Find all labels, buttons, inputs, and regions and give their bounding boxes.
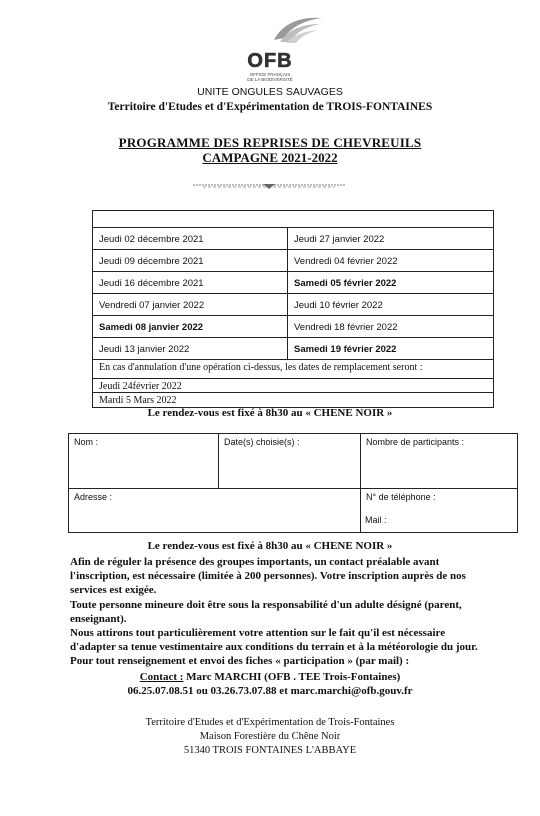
ofb-logo-subtitle [0, 72, 540, 82]
footer-line: Territoire d'Etudes et d'Expérimentation de Trois-Fontaines [145, 717, 395, 728]
logo-subtitle-line: DE LA BIODIVERSITÉ [247, 77, 293, 82]
dates-table [92, 210, 494, 408]
contact-phones: 06.25.07.08.51 ou 03.26.73.07.88 et marc.marchi@ofb.gouv.fr [127, 685, 413, 697]
footer-line: Maison Forestière du Chêne Noir [199, 731, 341, 742]
dates-table-header [93, 211, 493, 228]
page-title: PROGRAMME DES REPRISES DE CHEVREUILS [118, 135, 422, 150]
table-row [93, 316, 493, 338]
territory-name: Territoire d'Etudes et d'Expérimentation de TROIS-FONTAINES [107, 101, 433, 113]
registration-form [68, 433, 518, 533]
table-row [93, 250, 493, 272]
dates-chosen-field[interactable] [219, 434, 361, 489]
participants-count-field[interactable] [361, 434, 517, 489]
phone-field[interactable] [361, 489, 517, 532]
ofb-logo-text: OFB [247, 50, 293, 72]
mail-label: Mail : [365, 515, 387, 525]
page-subtitle: CAMPAGNE 2021-2022 [202, 150, 338, 165]
contact-line [0, 671, 540, 683]
date-cell: Jeudi 13 janvier 2022 [93, 338, 288, 359]
table-row [93, 228, 493, 250]
date-cell: Vendredi 04 février 2022 [294, 256, 398, 267]
address-label: Adresse : [74, 492, 113, 502]
date-cell: Jeudi 10 février 2022 [294, 300, 383, 311]
info-line: Pour tout renseignement et envoi des fiches « participation » (par mail) : [70, 655, 410, 668]
table-row [93, 272, 493, 294]
info-line: d'adapter sa tenue vestimentaire aux conditions du terrain et à la météorologie du jour. [70, 641, 478, 654]
date-cell: Jeudi 09 décembre 2021 [93, 250, 288, 271]
footer-line: 51340 TROIS FONTAINES L'ABBAYE [183, 745, 357, 756]
rendezvous-notice: Le rendez-vous est fixé à 8h30 au « CHENE NOIR » [147, 407, 393, 419]
info-line: Nous attirons tout particulièrement votre attention sur le fait qu'il est nécessaire [70, 627, 446, 640]
info-line: enseignant). [70, 612, 127, 625]
contact-label: Contact : [139, 671, 184, 683]
cancellation-note: En cas d'annulation d'une opération ci-dessus, les dates de remplacement seront : [93, 360, 493, 379]
replacement-date: Jeudi 24février 2022 [93, 379, 493, 393]
table-row [93, 338, 493, 360]
dates-chosen-label: Date(s) choisie(s) : [224, 437, 300, 447]
ofb-logo-swoosh-icon [270, 14, 326, 44]
name-label: Nom : [74, 437, 99, 447]
info-line: Afin de réguler la présence des groupes importants, un contact préalable avant [70, 556, 440, 568]
info-line: services est exigée. [70, 584, 157, 597]
date-cell: Jeudi 16 décembre 2021 [93, 272, 288, 293]
rendezvous-notice: Le rendez-vous est fixé à 8h30 au « CHENE NOIR » [147, 540, 393, 552]
logo-subtitle-line: OFFICE FRANÇAIS [249, 72, 291, 77]
date-cell: Jeudi 27 janvier 2022 [294, 234, 385, 245]
date-cell: Vendredi 07 janvier 2022 [93, 294, 288, 315]
unit-name: UNITE ONGULES SAUVAGES [197, 86, 343, 98]
date-cell: Samedi 08 janvier 2022 [93, 316, 288, 337]
decorative-divider [193, 182, 345, 190]
date-cell: Jeudi 02 décembre 2021 [93, 228, 288, 249]
participants-count-label: Nombre de participants : [366, 437, 465, 447]
footer-address [0, 716, 540, 758]
information-text [70, 555, 530, 669]
date-cell: Samedi 05 février 2022 [294, 278, 397, 289]
info-line: l'inscription, est nécessaire (limitée à 200 personnes). Votre inscription auprès de nos [70, 570, 466, 583]
table-row [93, 294, 493, 316]
date-cell: Samedi 19 février 2022 [294, 344, 397, 355]
address-field[interactable] [69, 489, 361, 532]
name-field[interactable] [69, 434, 219, 489]
date-cell: Vendredi 18 février 2022 [294, 322, 398, 333]
phone-label: N° de téléphone : [366, 492, 436, 502]
info-line: Toute personne mineure doit être sous la responsabilité d'un adulte désigné (parent, [70, 598, 462, 611]
contact-name: Marc MARCHI (OFB . TEE Trois-Fontaines) [183, 671, 401, 683]
replacement-date: Mardi 5 Mars 2022 [99, 395, 177, 406]
